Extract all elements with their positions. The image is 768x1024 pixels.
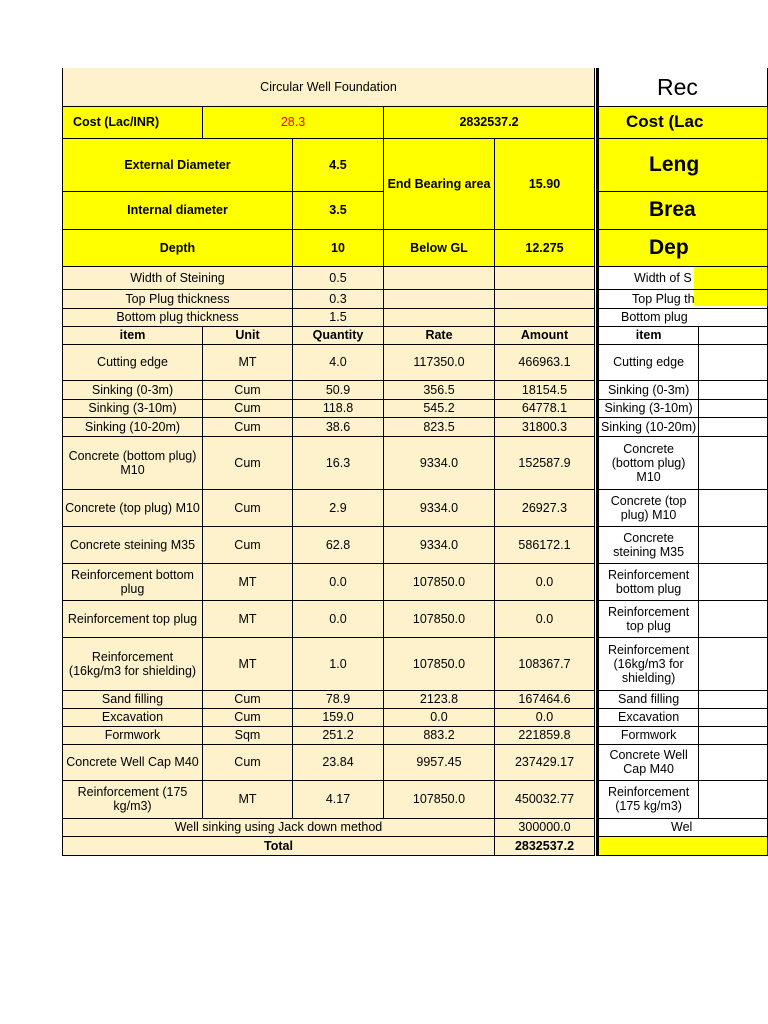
cell-unit[interactable]: MT [203, 344, 293, 380]
empty-cell[interactable] [699, 600, 768, 637]
empty-cell[interactable] [699, 780, 768, 818]
empty-cell[interactable] [699, 690, 768, 708]
right-table-title: Rec [598, 68, 768, 106]
right-header-item[interactable]: item [598, 326, 699, 344]
cell-amount[interactable]: 237429.17 [495, 744, 595, 780]
empty-cell[interactable] [699, 526, 768, 563]
end-bearing-value[interactable]: 15.90 [495, 138, 595, 229]
right-cell-item[interactable]: Concrete (top plug) M10 [598, 489, 699, 526]
cell-item[interactable]: Concrete (bottom plug) M10 [63, 436, 203, 489]
cell-amount[interactable]: 31800.3 [495, 417, 595, 436]
cell-unit[interactable]: Cum [203, 690, 293, 708]
cell-item[interactable]: Sinking (10-20m) [63, 417, 203, 436]
right-cell-item[interactable]: Reinforcement (175 kg/m3) [598, 780, 699, 818]
right-length-label[interactable]: Leng [598, 138, 768, 191]
cell-amount[interactable]: 586172.1 [495, 526, 595, 563]
table-row [63, 600, 595, 637]
header-unit[interactable]: Unit [203, 326, 293, 344]
cell-item[interactable]: Cutting edge [63, 344, 203, 380]
cell-amount[interactable]: 0.0 [495, 708, 595, 726]
right-cell-item[interactable]: Excavation [598, 708, 699, 726]
cell-item[interactable]: Excavation [63, 708, 203, 726]
cell-amount[interactable]: 450032.77 [495, 780, 595, 818]
right-cell-item[interactable]: Sinking (0-3m) [598, 380, 699, 399]
table-row [63, 436, 595, 489]
cell-rate[interactable]: 0.0 [384, 708, 495, 726]
table-row [63, 780, 595, 818]
internal-diameter-value[interactable]: 3.5 [293, 191, 384, 229]
cost-total-value[interactable]: 2832537.2 [384, 106, 595, 138]
empty-cell[interactable] [699, 344, 768, 380]
circular-well-table [62, 68, 595, 856]
right-total-row[interactable] [598, 836, 768, 855]
table-row [63, 726, 595, 744]
cell-quantity[interactable]: 1.0 [293, 637, 384, 690]
cell-quantity[interactable]: 4.0 [293, 344, 384, 380]
cell-amount[interactable]: 167464.6 [495, 690, 595, 708]
empty-cell[interactable] [699, 637, 768, 690]
cell-quantity[interactable]: 2.9 [293, 489, 384, 526]
cell-rate[interactable]: 2123.8 [384, 690, 495, 708]
internal-diameter-label[interactable]: Internal diameter [63, 191, 293, 229]
cell-quantity[interactable]: 118.8 [293, 399, 384, 417]
cell-rate[interactable]: 9334.0 [384, 526, 495, 563]
cell-amount[interactable]: 221859.8 [495, 726, 595, 744]
cell-rate[interactable]: 545.2 [384, 399, 495, 417]
cell-quantity[interactable]: 50.9 [293, 380, 384, 399]
below-gl-value[interactable]: 12.275 [495, 229, 595, 266]
right-param-label[interactable]: Bottom plug [598, 308, 768, 326]
cell-item[interactable]: Concrete Well Cap M40 [63, 744, 203, 780]
cell-quantity[interactable]: 251.2 [293, 726, 384, 744]
cell-unit[interactable]: Cum [203, 436, 293, 489]
cell-rate[interactable]: 107850.0 [384, 563, 495, 600]
cost-label[interactable]: Cost (Lac/INR) [63, 106, 203, 138]
header-rate[interactable]: Rate [384, 326, 495, 344]
param-value[interactable]: 1.5 [293, 308, 384, 326]
right-param-label[interactable]: Top Plug th [598, 289, 768, 308]
cell-unit[interactable]: MT [203, 780, 293, 818]
header-item[interactable]: item [63, 326, 203, 344]
cell-item[interactable]: Reinforcement top plug [63, 600, 203, 637]
total-label[interactable]: Total [63, 836, 495, 855]
cell-amount[interactable]: 152587.9 [495, 436, 595, 489]
param-label[interactable]: Top Plug thickness [63, 289, 293, 308]
jack-down-label[interactable]: Well sinking using Jack down method [63, 818, 495, 836]
rectangular-well-table [596, 68, 768, 856]
right-cell-item[interactable]: Concrete (bottom plug) M10 [598, 436, 699, 489]
cell-rate[interactable]: 9334.0 [384, 489, 495, 526]
cell-amount[interactable]: 0.0 [495, 563, 595, 600]
cell-quantity[interactable]: 16.3 [293, 436, 384, 489]
external-diameter-label[interactable]: External Diameter [63, 138, 293, 191]
table-row [63, 708, 595, 726]
cell-item[interactable]: Formwork [63, 726, 203, 744]
param-value[interactable]: 0.5 [293, 266, 384, 289]
cell-quantity[interactable]: 159.0 [293, 708, 384, 726]
end-bearing-label[interactable]: End Bearing area [384, 138, 495, 229]
cost-lac-value[interactable]: 28.3 [203, 106, 384, 138]
cell-unit[interactable]: Cum [203, 417, 293, 436]
right-cell-item[interactable]: Formwork [598, 726, 699, 744]
empty-cell[interactable] [699, 380, 768, 399]
cell-rate[interactable]: 107850.0 [384, 780, 495, 818]
cell-rate[interactable]: 883.2 [384, 726, 495, 744]
cell-rate[interactable]: 823.5 [384, 417, 495, 436]
cell-rate[interactable]: 107850.0 [384, 600, 495, 637]
table-row [63, 489, 595, 526]
cell-rate[interactable]: 9957.45 [384, 744, 495, 780]
cell-rate[interactable]: 107850.0 [384, 637, 495, 690]
cell-rate[interactable]: 356.5 [384, 380, 495, 399]
empty-cell[interactable] [699, 399, 768, 417]
cell-unit[interactable]: MT [203, 600, 293, 637]
cell-item[interactable]: Concrete (top plug) M10 [63, 489, 203, 526]
right-cell-item[interactable]: Concrete steining M35 [598, 526, 699, 563]
empty-cell[interactable] [699, 436, 768, 489]
cell-amount[interactable]: 466963.1 [495, 344, 595, 380]
right-depth-label[interactable]: Dep [598, 229, 768, 266]
right-cell-item[interactable]: Reinforcement bottom plug [598, 563, 699, 600]
table-row [63, 637, 595, 690]
cell-item[interactable]: Sand filling [63, 690, 203, 708]
table-title: Circular Well Foundation [63, 68, 595, 106]
header-quantity[interactable]: Quantity [293, 326, 384, 344]
cell-amount[interactable]: 0.0 [495, 600, 595, 637]
header-amount[interactable]: Amount [495, 326, 595, 344]
table-row [63, 526, 595, 563]
external-diameter-value[interactable]: 4.5 [293, 138, 384, 191]
cell-unit[interactable]: Sqm [203, 726, 293, 744]
empty-cell[interactable] [699, 563, 768, 600]
cell-quantity[interactable]: 62.8 [293, 526, 384, 563]
right-cell-item[interactable]: Cutting edge [598, 344, 699, 380]
empty-cell[interactable] [699, 726, 768, 744]
cell-item[interactable]: Reinforcement (16kg/m3 for shielding) [63, 637, 203, 690]
cell-unit[interactable]: Cum [203, 708, 293, 726]
empty-cell[interactable] [699, 417, 768, 436]
empty-cell[interactable] [699, 489, 768, 526]
table-row [63, 417, 595, 436]
empty-cell[interactable] [495, 266, 595, 289]
right-breadth-label[interactable]: Brea [598, 191, 768, 229]
cell-amount[interactable]: 26927.3 [495, 489, 595, 526]
empty-cell[interactable] [384, 308, 495, 326]
empty-cell[interactable] [384, 266, 495, 289]
table-row [63, 344, 595, 380]
param-label[interactable]: Width of Steining [63, 266, 293, 289]
cell-item[interactable]: Sinking (0-3m) [63, 380, 203, 399]
cell-quantity[interactable]: 23.84 [293, 744, 384, 780]
cell-unit[interactable]: Cum [203, 744, 293, 780]
table-row [63, 399, 595, 417]
cell-amount[interactable]: 108367.7 [495, 637, 595, 690]
cell-amount[interactable]: 64778.1 [495, 399, 595, 417]
right-cell-item[interactable]: Reinforcement (16kg/m3 for shielding) [598, 637, 699, 690]
rectangular-well-table-clipped [596, 68, 768, 868]
cell-quantity[interactable]: 78.9 [293, 690, 384, 708]
right-jack-down-label[interactable]: Wel [598, 818, 768, 836]
depth-value[interactable]: 10 [293, 229, 384, 266]
param-value[interactable]: 0.3 [293, 289, 384, 308]
cell-unit[interactable]: Cum [203, 526, 293, 563]
cell-item[interactable]: Sinking (3-10m) [63, 399, 203, 417]
cell-quantity[interactable]: 0.0 [293, 600, 384, 637]
depth-label[interactable]: Depth [63, 229, 293, 266]
right-cost-label[interactable]: Cost (Lac [598, 106, 768, 138]
right-cell-item[interactable]: Sand filling [598, 690, 699, 708]
empty-cell[interactable] [384, 289, 495, 308]
right-cell-item[interactable]: Sinking (10-20m) [598, 417, 699, 436]
table-row [63, 563, 595, 600]
cell-unit[interactable]: Cum [203, 399, 293, 417]
cell-rate[interactable]: 9334.0 [384, 436, 495, 489]
cell-unit[interactable]: Cum [203, 380, 293, 399]
cell-unit[interactable]: Cum [203, 489, 293, 526]
below-gl-label[interactable]: Below GL [384, 229, 495, 266]
right-cell-item[interactable]: Reinforcement top plug [598, 600, 699, 637]
empty-cell[interactable] [699, 708, 768, 726]
cell-item[interactable]: Concrete steining M35 [63, 526, 203, 563]
empty-cell[interactable] [699, 326, 768, 344]
cell-quantity[interactable]: 38.6 [293, 417, 384, 436]
table-row [63, 380, 595, 399]
right-param-label[interactable]: Width of S [598, 266, 768, 289]
cell-quantity[interactable]: 4.17 [293, 780, 384, 818]
right-cell-item[interactable]: Sinking (3-10m) [598, 399, 699, 417]
cell-amount[interactable]: 18154.5 [495, 380, 595, 399]
total-amount[interactable]: 2832537.2 [495, 836, 595, 855]
cell-rate[interactable]: 117350.0 [384, 344, 495, 380]
cell-item[interactable]: Reinforcement bottom plug [63, 563, 203, 600]
cell-item[interactable]: Reinforcement (175 kg/m3) [63, 780, 203, 818]
table-row [63, 744, 595, 780]
cell-quantity[interactable]: 0.0 [293, 563, 384, 600]
cell-unit[interactable]: MT [203, 637, 293, 690]
jack-down-amount[interactable]: 300000.0 [495, 818, 595, 836]
cell-unit[interactable]: MT [203, 563, 293, 600]
param-label[interactable]: Bottom plug thickness [63, 308, 293, 326]
empty-cell[interactable] [495, 308, 595, 326]
right-cell-item[interactable]: Concrete Well Cap M40 [598, 744, 699, 780]
table-row [63, 690, 595, 708]
empty-cell[interactable] [699, 744, 768, 780]
empty-cell[interactable] [495, 289, 595, 308]
